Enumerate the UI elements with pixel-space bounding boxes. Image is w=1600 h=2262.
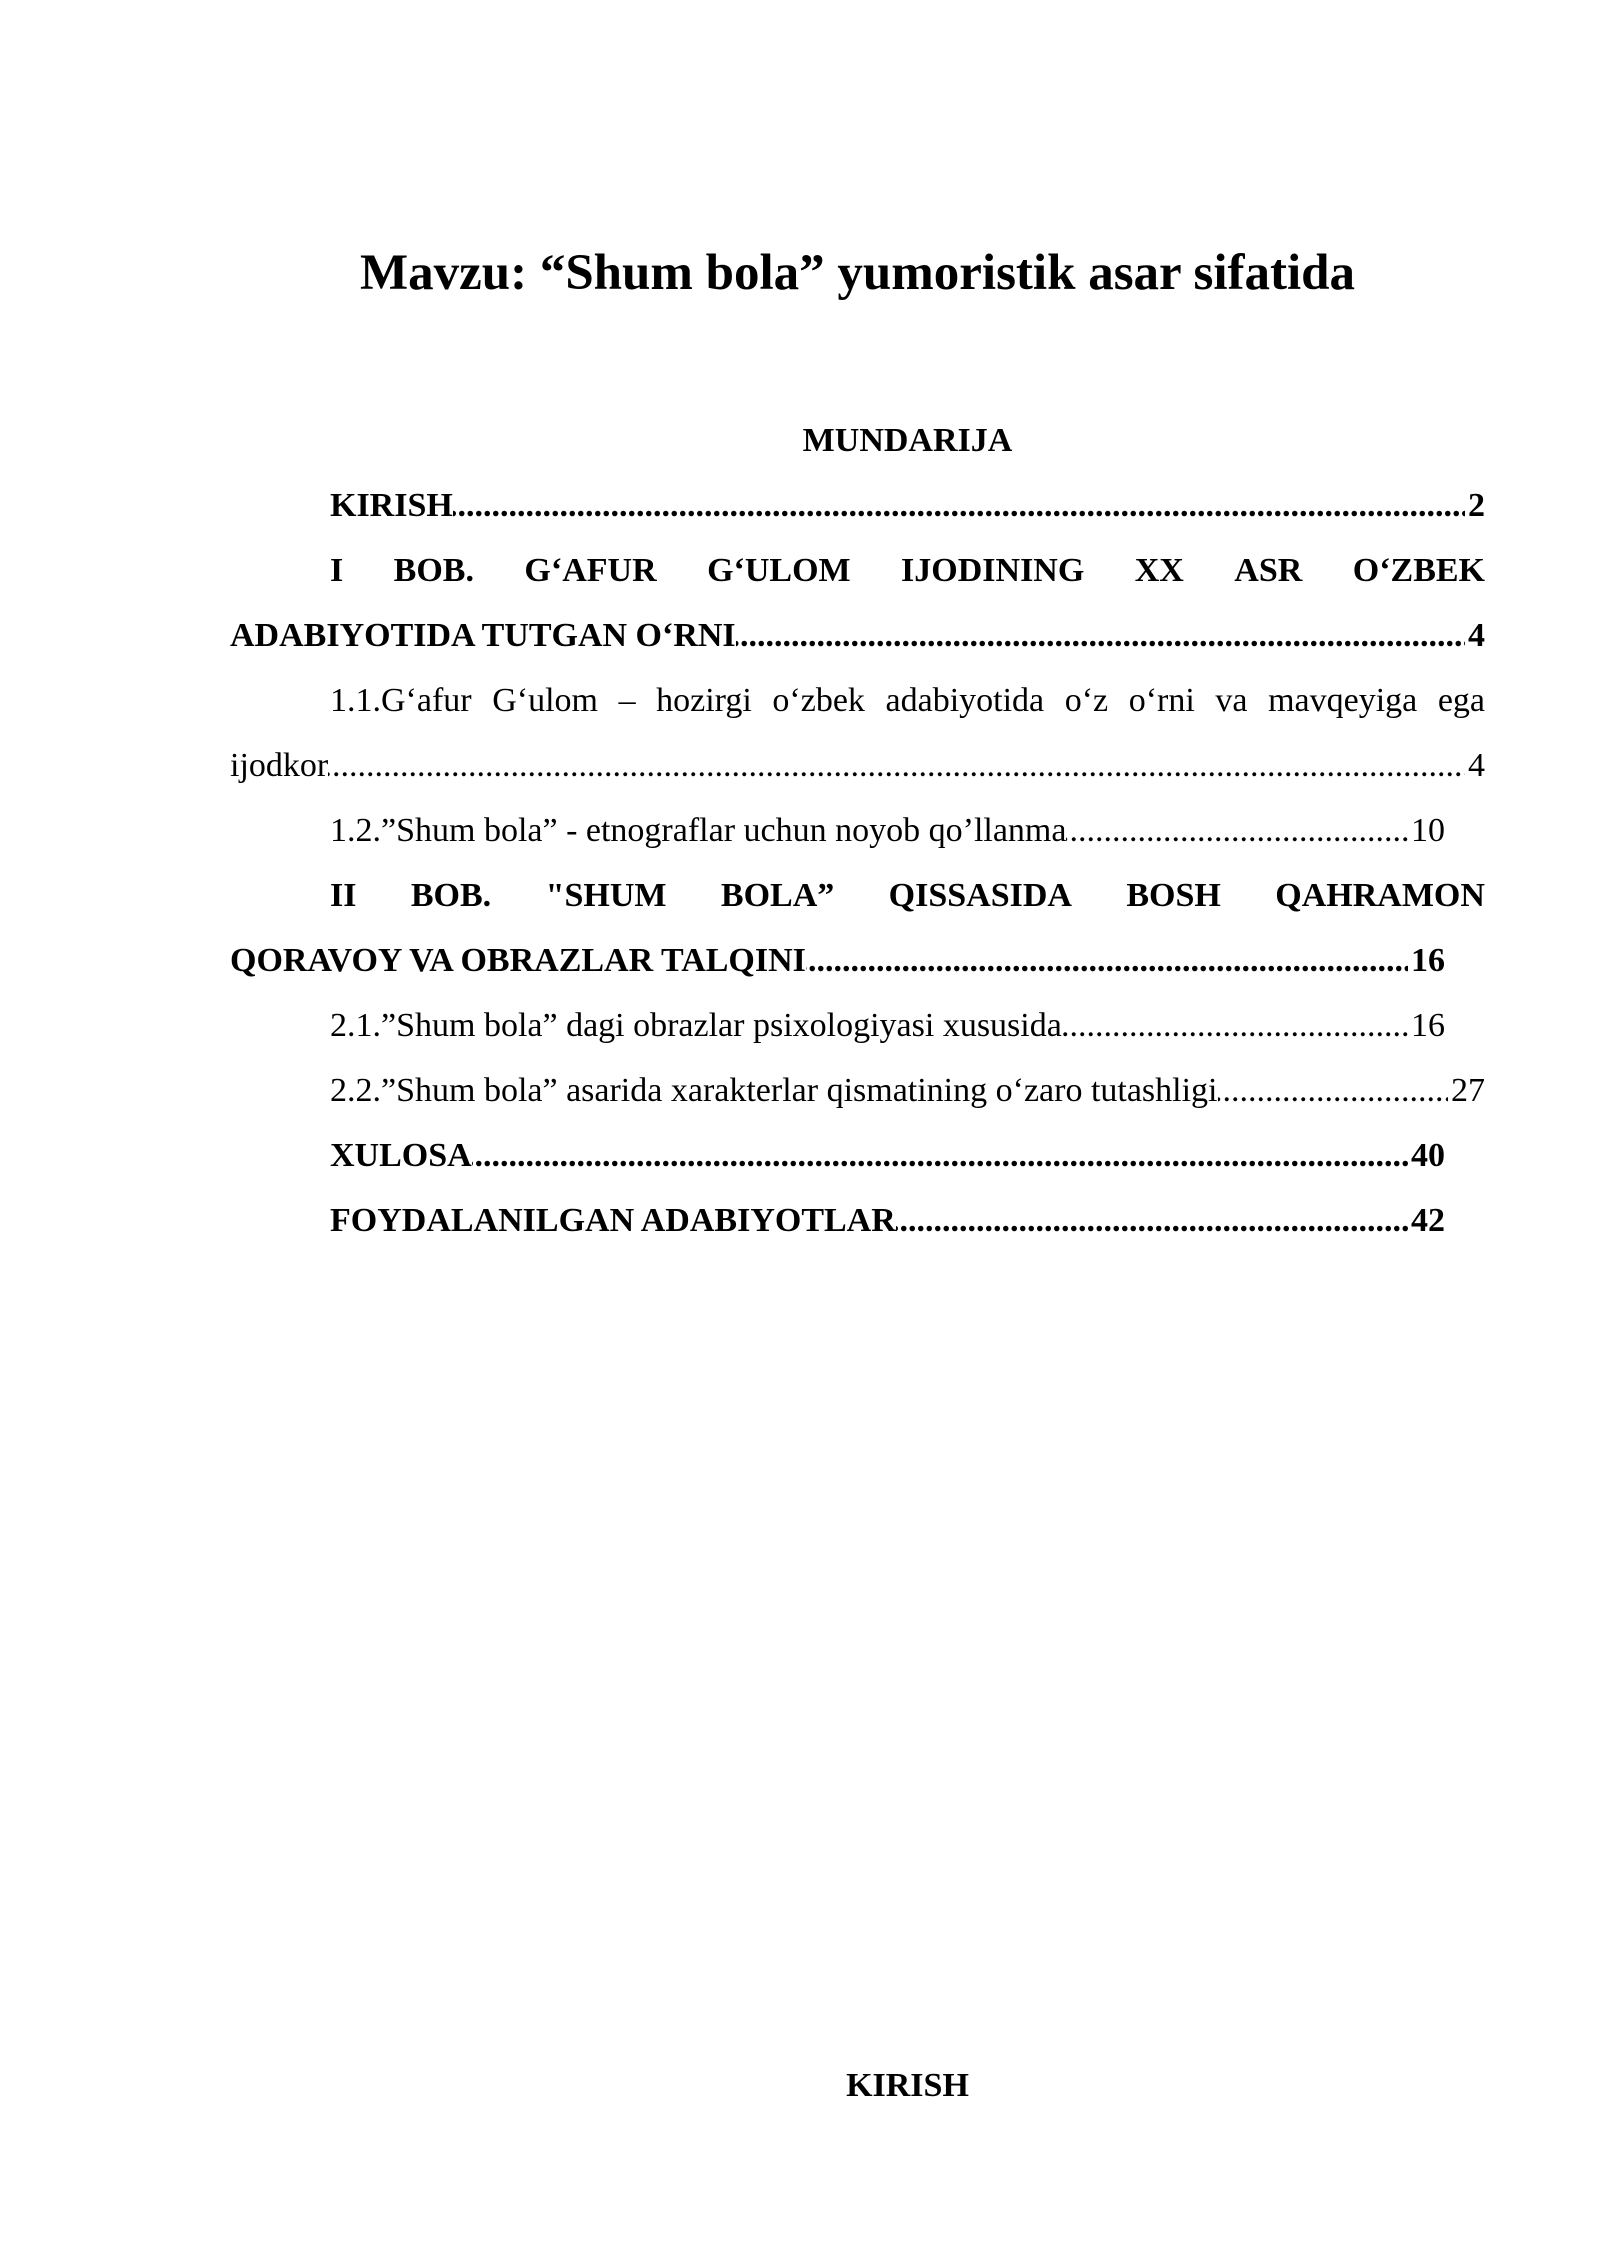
toc-word: BOLA” (720, 877, 835, 914)
toc-word: ASR (1234, 552, 1303, 589)
table-of-contents (230, 408, 1485, 1253)
toc-entry-label: 2.1.”Shum bola” dagi obrazlar psixologiyasi xususida (330, 993, 1062, 1058)
toc-entry-section-2-2[interactable] (230, 1058, 1485, 1123)
dot-leader (330, 1123, 1445, 1188)
dot-leader (330, 473, 1485, 538)
toc-entry-page: 4 (1465, 603, 1485, 668)
toc-entry-label: FOYDALANILGAN ADABIYOTLAR (330, 1188, 896, 1253)
toc-entry-section-1-2[interactable] (230, 798, 1485, 863)
toc-word: G‘ulom (492, 682, 598, 719)
toc-entry-label: 1.2.”Shum bola” - etnograflar uchun noyob qo’llanma (330, 798, 1066, 863)
toc-word: G‘AFUR (524, 552, 657, 589)
toc-word: o‘zbek (772, 682, 865, 719)
toc-entry-page: 16 (1408, 928, 1445, 993)
toc-entry-page: 42 (1408, 1188, 1445, 1253)
toc-word: XX (1134, 552, 1184, 589)
toc-heading: MUNDARIJA (802, 422, 1013, 459)
toc-entry-section-1-1-line2[interactable] (230, 733, 1485, 798)
toc-entry-xulosa[interactable] (230, 1123, 1485, 1188)
toc-word: hozirgi (656, 682, 752, 719)
toc-word: I (330, 552, 344, 589)
toc-word: o‘z (1064, 682, 1109, 719)
toc-entry-chapter1-line1[interactable] (230, 538, 1485, 603)
toc-word: o‘rni (1128, 682, 1195, 719)
toc-entry-adabiyotlar[interactable] (230, 1188, 1485, 1253)
toc-entry-kirish[interactable] (230, 473, 1485, 538)
toc-entry-label: QORAVOY VA OBRAZLAR TALQINI (230, 928, 806, 993)
toc-word: II (330, 877, 357, 914)
toc-entry-chapter2-line1[interactable] (230, 863, 1485, 928)
toc-entry-page: 2 (1465, 473, 1485, 538)
toc-word: QISSASIDA (888, 877, 1072, 914)
document-title: Mavzu: “Shum bola” yumoristik asar sifatida (359, 245, 1356, 301)
toc-word: QAHRAMON (1275, 877, 1485, 914)
toc-entry-chapter2-line2[interactable] (230, 928, 1485, 993)
toc-entry-label: XULOSA (330, 1123, 472, 1188)
toc-word: – (618, 682, 636, 719)
toc-entry-section-1-1-line1[interactable] (230, 668, 1485, 733)
toc-entry-chapter1-line2[interactable] (230, 603, 1485, 668)
toc-word: BOB. (410, 877, 492, 914)
toc-entry-page: 27 (1448, 1058, 1485, 1123)
toc-entry-label: 2.2.”Shum bola” asarida xarakterlar qismatining o‘zaro tutashligi (330, 1058, 1218, 1123)
toc-word: mavqeyiga (1268, 682, 1418, 719)
toc-word: va (1215, 682, 1248, 719)
toc-word: G‘ULOM (707, 552, 851, 589)
dot-leader (230, 733, 1485, 798)
toc-entry-label: ijodkor (230, 733, 328, 798)
toc-entry-page: 40 (1408, 1123, 1445, 1188)
toc-word: BOB. (393, 552, 474, 589)
toc-entry-section-2-1[interactable] (230, 993, 1485, 1058)
toc-word: 1.1.G‘afur (330, 682, 472, 719)
toc-entry-label: ADABIYOTIDA TUTGAN O‘RNI (230, 603, 736, 668)
toc-entry-page: 16 (1408, 993, 1445, 1058)
toc-word: O‘ZBEK (1352, 552, 1485, 589)
toc-word: adabiyotida (885, 682, 1045, 719)
toc-word: "SHUM (545, 877, 667, 914)
toc-entry-label: KIRISH (330, 473, 453, 538)
toc-entry-page: 4 (1465, 733, 1485, 798)
toc-word: BOSH (1126, 877, 1221, 914)
section-heading-kirish: KIRISH (846, 2067, 969, 2104)
toc-word: ega (1437, 682, 1485, 719)
toc-entry-page: 10 (1408, 798, 1445, 863)
toc-word: IJODINING (901, 552, 1085, 589)
